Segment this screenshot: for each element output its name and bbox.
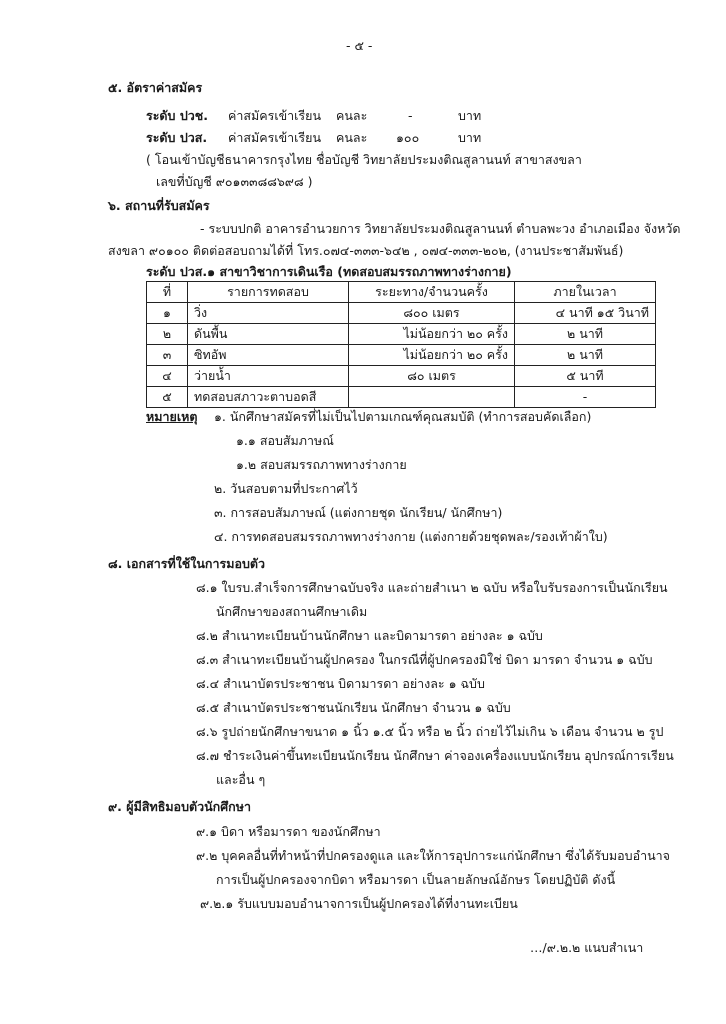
document-item: ๘.๒ สำเนาทะเบียนบ้านนักศึกษา และบิดามารดา อย่างละ ๑ ฉบับ	[196, 628, 543, 643]
document-item: ๘.๑ ใบรบ.สำเร็จการศึกษาฉบับจริง และถ่ายสำเนา ๒ ฉบับ หรือใบรับรองการเป็นนักเรียน	[196, 580, 668, 595]
cell-time: ๔ นาที ๑๕ วินาที	[515, 303, 656, 324]
cell-no: ๒	[147, 324, 188, 345]
table-row	[147, 303, 656, 324]
fee-vocational-level: ระดับ ปวช.	[146, 108, 209, 123]
section-6-title: ๖. สถานที่รับสมัคร	[108, 198, 210, 213]
authorized-item: ๙.๑ บิดา หรือมารดา ของนักศึกษา	[196, 824, 381, 839]
cell-time: ๒ นาที	[515, 324, 656, 345]
cell-time: -	[515, 387, 656, 408]
cell-time: ๒ นาที	[515, 345, 656, 366]
cell-no: ๑	[147, 303, 188, 324]
cell-time: ๕ นาที	[515, 366, 656, 387]
document-item: ๘.๕ สำเนาบัตรประชาชนนักเรียน นักศึกษา จำนวน ๑ ฉบับ	[196, 700, 511, 715]
cell-test: ว่ายน้ำ	[188, 366, 349, 387]
authorized-sub-item: ๙.๒.๑ รับแบบมอบอำนาจการเป็นผู้ปกครองได้ที่งานทะเบียน	[200, 896, 518, 911]
table-row	[147, 387, 656, 408]
remark-4: ๔. การทดสอบสมรรถภาพทางร่างกาย (แต่งกายด้วยชุดพละ/รองเท้าผ้าใบ)	[214, 529, 608, 544]
fee-diploma-level: ระดับ ปวส.	[146, 130, 208, 145]
fitness-table-title: ระดับ ปวส.๑ สาขาวิชาการเดินเรือ (ทดสอบสมรรถภาพทางร่างกาย)	[146, 264, 512, 279]
table-row	[147, 324, 656, 345]
fitness-test-table	[146, 281, 656, 408]
document-item: ๘.๓ สำเนาทะเบียนบ้านผู้ปกครอง ในกรณีที่ผู้ปกครองมิใช่ บิดา มารดา จำนวน ๑ ฉบับ	[196, 652, 653, 667]
authorized-item: ๙.๒ บุคคลอื่นที่ทำหน้าที่ปกครองดูแล และให้การอุปการะแก่นักศึกษา ซึ่งได้รับมอบอำนาจ	[196, 848, 670, 863]
cell-distance: ๘๐ เมตร	[349, 366, 515, 387]
document-item: ๘.๗ ชำระเงินค่าขึ้นทะเบียนนักเรียน นักศึกษา ค่าจองเครื่องแบบนักเรียน อุปกรณ์การเรียน	[196, 748, 674, 763]
cell-test: ดันพื้น	[188, 324, 349, 345]
document-item: ๘.๖ รูปถ่ายนักศึกษาขนาด ๑ นิ้ว ๑.๕ นิ้ว หรือ ๒ นิ้ว ถ่ายไว้ไม่เกิน ๖ เดือน จำนวน ๒ รูป	[196, 724, 664, 739]
cell-no: ๓	[147, 345, 188, 366]
fee-vocational-unit: บาท	[458, 108, 482, 123]
column-header-distance: ระยะทาง/จำนวนครั้ง	[349, 282, 515, 303]
document-item-continued: นักศึกษาของสถานศึกษาเดิม	[216, 604, 368, 619]
column-header-no: ที่	[147, 282, 188, 303]
fee-diploma-label: ค่าสมัครเข้าเรียน	[228, 130, 322, 145]
remark-label: หมายเหตุ	[146, 409, 198, 424]
document-item-continued: และอื่น ๆ	[216, 772, 266, 787]
fee-diploma-unit: บาท	[458, 130, 482, 145]
document-item: ๘.๔ สำเนาบัตรประชาชน บิดามารดา อย่างละ ๑ ฉบับ	[196, 676, 485, 691]
cell-test: ทดสอบสภาวะตาบอดสี	[188, 387, 349, 408]
location-line-1: - ระบบปกติ อาคารอำนวยการ วิทยาลัยประมงติณสูลานนท์ ตำบลพะวง อำเภอเมือง จังหวัด	[200, 221, 681, 236]
table-row	[147, 366, 656, 387]
location-line-2: สงขลา ๙๐๑๐๐ ติดต่อสอบถามได้ที่ โทร.๐๗๔-๓๓๓-๖๔๒ , ๐๗๔-๓๓๓-๒๐๒, (งานประชาสัมพันธ์)	[108, 243, 624, 258]
fee-diploma-per: คนละ	[336, 130, 368, 145]
cell-no: ๕	[147, 387, 188, 408]
bank-info-line-1: ( โอนเข้าบัญชีธนาคารกรุงไทย ชื่อบัญชี วิทยาลัยประมงติณสูลานนท์ สาขาสงขลา	[146, 152, 582, 167]
section-9-title: ๙. ผู้มีสิทธิมอบตัวนักศึกษา	[108, 799, 252, 814]
remark-2: ๒. วันสอบตามที่ประกาศไว้	[214, 481, 358, 496]
remark-1: ๑. นักศึกษาสมัครที่ไม่เป็นไปตามเกณฑ์คุณสมบัติ (ทำการสอบคัดเลือก)	[214, 409, 592, 424]
page-number: - ๕ -	[346, 38, 373, 53]
column-header-time: ภายในเวลา	[515, 282, 656, 303]
bank-info-line-2: เลขที่บัญชี ๙๐๑๓๓๘๘๖๙๘ )	[156, 174, 313, 189]
cell-distance: ไม่น้อยกว่า ๒๐ ครั้ง	[349, 324, 515, 345]
cell-no: ๔	[147, 366, 188, 387]
fee-vocational-per: คนละ	[336, 108, 368, 123]
remark-3: ๓. การสอบสัมภาษณ์ (แต่งกายชุด นักเรียน/ นักศึกษา)	[214, 505, 503, 520]
cell-distance	[349, 387, 515, 408]
table-row	[147, 345, 656, 366]
authorized-item-continued: การเป็นผู้ปกครองจากบิดา หรือมารดา เป็นลายลักษณ์อักษร โดยปฏิบัติ ดังนี้	[216, 872, 616, 887]
remark-1-1: ๑.๑ สอบสัมภาษณ์	[236, 433, 334, 448]
fee-vocational-label: ค่าสมัครเข้าเรียน	[228, 108, 322, 123]
cell-distance: ๘๐๐ เมตร	[349, 303, 515, 324]
section-8-title: ๘. เอกสารที่ใช้ในการมอบตัว	[108, 556, 266, 571]
section-5-title: ๕. อัตราค่าสมัคร	[108, 80, 203, 95]
continuation-note: …/๙.๒.๒ แนบสำเนา	[530, 940, 644, 955]
remark-1-2: ๑.๒ สอบสมรรถภาพทางร่างกาย	[236, 457, 407, 472]
cell-test: ซิทอัพ	[188, 345, 349, 366]
column-header-test: รายการทดสอบ	[188, 282, 349, 303]
cell-distance: ไม่น้อยกว่า ๒๐ ครั้ง	[349, 345, 515, 366]
table-header-row	[147, 282, 656, 303]
fee-diploma-amount: ๑๐๐	[396, 130, 420, 145]
fee-vocational-amount: -	[408, 108, 413, 123]
cell-test: วิ่ง	[188, 303, 349, 324]
